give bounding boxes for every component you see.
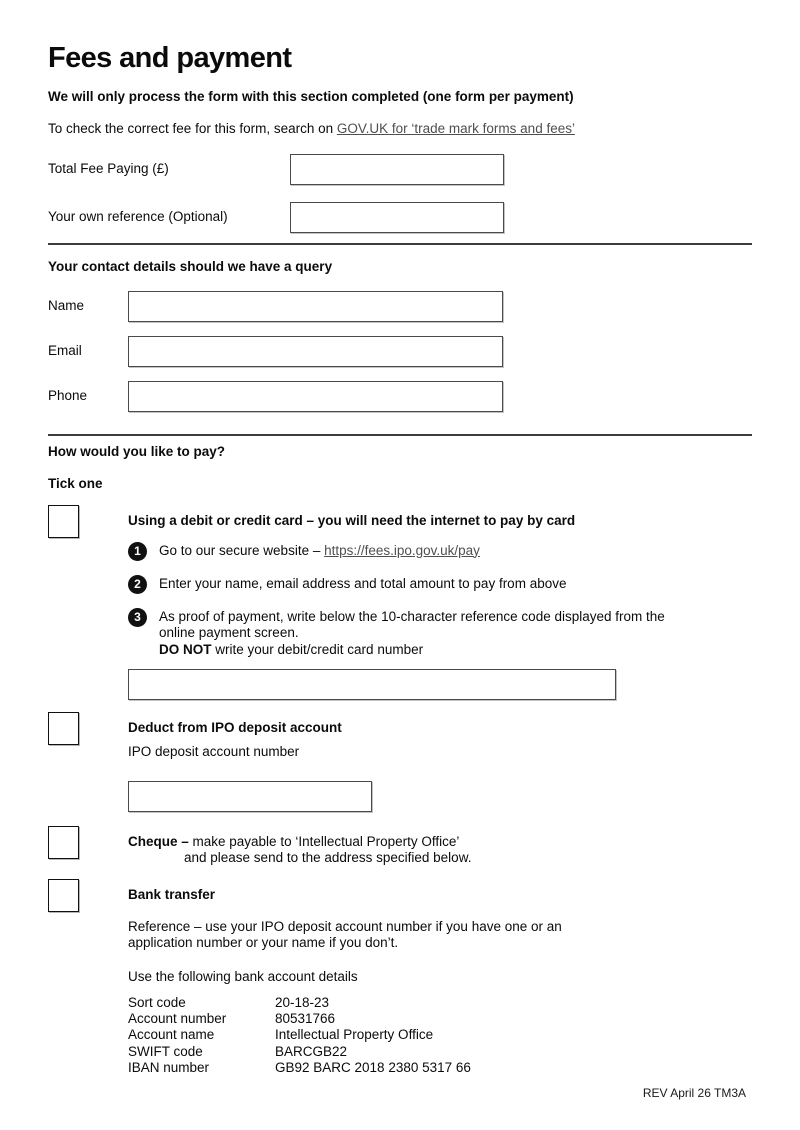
how-to-pay-heading: How would you like to pay? xyxy=(48,443,226,459)
step-3-line2: write your debit/credit card number xyxy=(211,641,424,657)
section-divider xyxy=(48,243,752,245)
deposit-account-checkbox[interactable] xyxy=(48,712,79,745)
bank-use-details-text: Use the following bank account details xyxy=(128,968,358,984)
bank-transfer-body xyxy=(128,879,752,1077)
total-fee-row xyxy=(48,154,752,185)
phone-row xyxy=(48,381,752,412)
step-3-line1: As proof of payment, write below the 10-character reference code displayed from the online payment screen. xyxy=(159,608,665,640)
cheque-checkbox[interactable] xyxy=(48,826,79,859)
step-3-do-not: DO NOT xyxy=(159,641,212,657)
bank-detail-value: 80531766 xyxy=(275,1011,336,1027)
page-title: Fees and payment xyxy=(48,42,292,74)
bank-detail-label: Sort code xyxy=(128,995,186,1010)
cheque-line-1 xyxy=(128,834,752,851)
cheque-line1-rest: make payable to ‘Intellectual Property Office’ xyxy=(188,833,460,849)
step-1-prefix: Go to our secure website – xyxy=(159,542,325,558)
own-reference-label: Your own reference (Optional) xyxy=(48,208,228,224)
process-notice-text: We will only process the form with this section completed (one form per payment) xyxy=(48,89,574,104)
total-fee-input[interactable] xyxy=(290,154,504,185)
cheque-title: Cheque – xyxy=(128,833,189,849)
phone-input[interactable] xyxy=(128,381,503,412)
card-payment-title: Using a debit or credit card – you will need the internet to pay by card xyxy=(128,512,576,528)
bank-detail-label: Account name xyxy=(128,1027,215,1043)
bank-details-table xyxy=(128,995,752,1076)
form-revision-label: REV April 26 TM3A xyxy=(642,1086,746,1100)
fee-check-text xyxy=(48,121,752,138)
bank-detail-label: IBAN number xyxy=(128,1059,210,1075)
bank-detail-value: BARCGB22 xyxy=(275,1043,348,1059)
bank-detail-value: GB92 BARC 2018 2380 5317 66 xyxy=(275,1059,471,1075)
total-fee-label: Total Fee Paying (£) xyxy=(48,160,169,176)
step-2-text: Enter your name, email address and total amount to pay from above xyxy=(159,575,567,591)
email-row xyxy=(48,336,752,367)
section-divider xyxy=(48,434,752,436)
phone-label: Phone xyxy=(48,387,88,403)
deposit-account-title: Deduct from IPO deposit account xyxy=(128,720,342,735)
email-label: Email xyxy=(48,342,82,358)
bank-detail-label: Account number xyxy=(128,1011,227,1027)
payment-reference-code-input[interactable] xyxy=(128,669,616,700)
pay-url-link[interactable]: https://fees.ipo.gov.uk/pay xyxy=(324,542,480,558)
name-label: Name xyxy=(48,297,85,313)
bank-transfer-checkbox[interactable] xyxy=(48,879,79,912)
email-input[interactable] xyxy=(128,336,503,367)
bank-transfer-title: Bank transfer xyxy=(128,886,216,902)
deposit-account-number-input[interactable] xyxy=(128,781,372,812)
tick-one-label: Tick one xyxy=(48,475,103,491)
contact-details-heading: Your contact details should we have a query xyxy=(48,258,333,274)
card-step-3 xyxy=(128,608,752,659)
deposit-account-sublabel: IPO deposit account number xyxy=(128,744,300,759)
deposit-account-body xyxy=(128,712,752,812)
step-3-number-icon: 3 xyxy=(128,608,147,627)
deposit-account-option xyxy=(48,712,752,812)
name-input[interactable] xyxy=(128,291,503,322)
card-payment-option xyxy=(48,505,752,701)
bank-detail-label: SWIFT code xyxy=(128,1043,203,1059)
step-2-number-icon: 2 xyxy=(128,575,147,594)
bank-detail-value: 20-18-23 xyxy=(275,995,330,1010)
card-step-1 xyxy=(128,542,752,561)
own-reference-input[interactable] xyxy=(290,202,504,233)
step-3-text xyxy=(159,608,676,659)
step-1-number-icon: 1 xyxy=(128,542,147,561)
bank-reference-note: Reference – use your IPO deposit account number if you have one or an application number or your name if you don’t. xyxy=(128,918,562,950)
bank-transfer-option xyxy=(48,879,752,1077)
name-row xyxy=(48,291,752,322)
bank-detail-value: Intellectual Property Office xyxy=(275,1027,434,1043)
card-payment-checkbox[interactable] xyxy=(48,505,79,538)
fee-check-prefix: To check the correct fee for this form, search on xyxy=(48,121,337,136)
step-1-text xyxy=(159,542,480,560)
cheque-body xyxy=(128,826,752,867)
cheque-option xyxy=(48,826,752,867)
govuk-fees-link[interactable]: GOV.UK for ‘trade mark forms and fees’ xyxy=(336,121,575,136)
cheque-line-2: and please send to the address specified below. xyxy=(184,850,472,865)
own-reference-row xyxy=(48,202,752,233)
card-payment-body xyxy=(128,505,752,701)
card-step-2 xyxy=(128,575,752,594)
